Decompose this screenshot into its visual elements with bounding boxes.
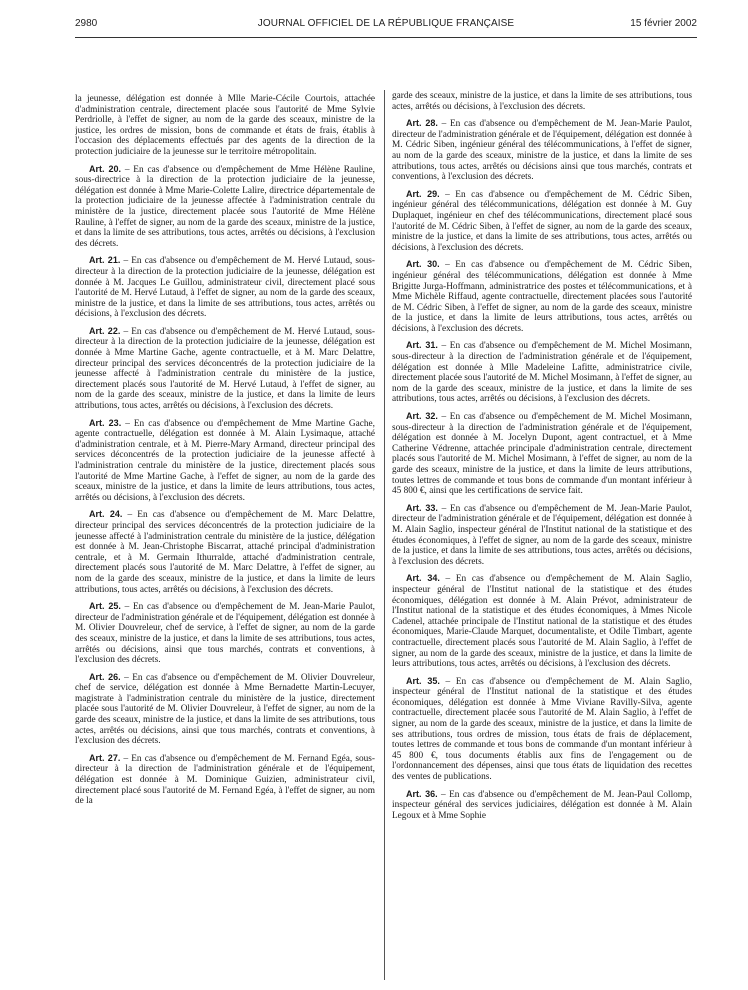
article-text: – En cas d'absence ou d'empêchement de M. Hervé Lutaud, sous-directeur à la direction de la protection judiciaire de la jeunesse, délégation est donnée à Mme Martine Gache, agente contractuelle, et à M. Marc Delattre, directeur principal des services déconcentrés de la protection judiciaire de la jeunesse affecté à l'administration centrale du ministère de la justice, directement placés sous l'autorité de M. Hervé Lutaud, à l'effet de signer, au nom de la garde des sceaux, ministre de la justice, et dans la limite de leurs attributions, tous actes, arrêtés ou décisions, à l'exclusion des décrets. bbox=[75, 326, 375, 412]
article-label: Art. 36. bbox=[406, 788, 438, 799]
article-paragraph bbox=[75, 164, 375, 250]
left-column bbox=[75, 94, 375, 984]
paragraph-continuation bbox=[75, 94, 375, 158]
article-text: – En cas d'absence ou d'empêchement de M. Jean-Marie Paulot, directeur de l'administration générale et de l'équipement, délégation est donnée à M. Cédric Siben, ingénieur général des télécommunications, à l'effet de signer, au nom de la garde des sceaux, ministre de la justice, et dans la limite de ses attributions, tous actes, arrêtés ou décisions ainsi que tous marchés, contrats et conventions, à l'exclusion des décrets. bbox=[392, 119, 692, 183]
article-label: Art. 20. bbox=[89, 163, 122, 174]
article-text: – En cas d'absence ou d'empêchement de Mme Martine Gache, agente contractuelle, délégation est donnée à M. Alain Lysimaque, attaché d'administration centrale, et à M. Pierre-Mary Armand, directeur principal des services déconcentrés de la protection judiciaire de la jeunesse affecté à l'administration centrale du ministère de la justice, directement placés sous l'autorité de Mme Martine Gache, à l'effet de signer, au nom de la garde des sceaux, ministre de la justice, et dans la limite de leurs attributions, tous actes, arrêtés ou décisions, à l'exclusion des décrets. bbox=[75, 418, 375, 503]
article-label: Art. 33. bbox=[406, 502, 438, 513]
article-paragraph bbox=[75, 509, 375, 595]
paragraph-text: la jeunesse, délégation est donnée à Mlle Marie-Cécile Courtois, attachée d'administration centrale, directement placée sous l'autorité de Mme Sylvie Perdriolle, à l'effet de signer, au nom de la garde des sceaux, ministre de la justice, les ordres de mission, bons de commande et états de frais, établis à l'occasion des déplacements effectués par des agents de la direction de la protection judiciaire de la jeunesse sur le territoire métropolitain. bbox=[75, 94, 375, 157]
page-header bbox=[75, 18, 697, 34]
article-paragraph bbox=[75, 672, 375, 747]
article-text: – En cas d'absence ou d'empêchement de M. Michel Mosimann, sous-directeur à la direction de l'administration générale et de l'équipement, délégation est donnée à Mlle Madeleine Lafitte, administratrice civile, directement placée sous l'autorité de M. Michel Mosimann, à l'effet de signer, au nom de la garde des sceaux, ministre de la justice, et dans la limite de ses attributions, tous actes, arrêtés ou décisions, à l'exclusion des décrets. bbox=[392, 341, 692, 405]
article-label: Art. 28. bbox=[406, 118, 438, 129]
article-label: Art. 27. bbox=[89, 752, 121, 763]
article-text: – En cas d'absence ou d'empêchement de M. Marc Delattre, directeur principal des services déconcentrés de la protection judiciaire de la jeunesse affecté à l'administration centrale du ministère de la justice, délégation est donnée à M. Jean-Christophe Biscarrat, attaché principal d'administration centrale, et à M. Germain Ithurralde, attaché d'administration centrale, directement placés sous l'autorité de M. Marc Delattre, à l'effet de signer, au nom de la garde des sceaux, ministre de la justice, et dans la limite de leurs attributions, tous actes, arrêtés ou décisions, à l'exclusion des décrets. bbox=[75, 510, 375, 595]
article-paragraph bbox=[75, 255, 375, 320]
article-paragraph bbox=[392, 503, 692, 568]
article-paragraph bbox=[392, 573, 692, 669]
paragraph-text: garde des sceaux, ministre de la justice, et dans la limite de ses attributions, tous actes, arrêtés ou décisions, à l'exclusion des décrets. bbox=[392, 91, 692, 112]
article-label: Art. 26. bbox=[89, 671, 121, 682]
article-label: Art. 34. bbox=[406, 573, 440, 584]
right-column bbox=[392, 91, 692, 984]
article-label: Art. 23. bbox=[89, 417, 122, 428]
article-text: – En cas d'absence ou d'empêchement de M. Cédric Siben, ingénieur général des télécommunications, délégation est donnée à M. Guy Duplaquet, ingénieur en chef des télécommunications, directement placé sous l'autorité de M. Cédric Siben, à l'effet de signer, au nom de la garde des sceaux, ministre de la justice, et dans la limite de ses attributions, tous actes, arrêtés ou décisions, à l'exclusion des décrets. bbox=[392, 189, 692, 253]
article-paragraph bbox=[392, 118, 692, 183]
article-text: – En cas d'absence ou d'empêchement de M. Olivier Douvreleur, chef de service, délégation est donnée à Mme Bernadette Martin-Lecuyer, magistrate à l'administration centrale du ministère de la justice, directement placée sous l'autorité de M. Olivier Douvreleur, à l'effet de signer, au nom de la garde des sceaux, ministre de la justice, et dans la limite de ses attributions, tous actes, arrêtés ou décisions, ainsi que tous marchés, contrats et conventions, à l'exclusion des décrets. bbox=[75, 672, 375, 747]
article-text: – En cas d'absence ou d'empêchement de M. Fernand Egéa, sous-directeur à la direction de l'administration générale et de l'équipement, délégation est donnée à M. Dominique Guizien, administrateur civil, directement placé sous l'autorité de M. Fernand Egéa, à l'effet de signer, au nom de la bbox=[75, 753, 375, 807]
article-paragraph bbox=[392, 189, 692, 254]
article-label: Art. 35. bbox=[406, 675, 440, 686]
article-paragraph bbox=[75, 601, 375, 666]
article-label: Art. 29. bbox=[406, 188, 440, 199]
publication-date: 15 février 2002 bbox=[630, 18, 697, 29]
article-text: – En cas d'absence ou d'empêchement de M. Cédric Siben, ingénieur général des télécommunications, délégation est donnée à Mme Brigitte Jurga-Hoffmann, administratrice des postes et télécommunications, et à Mme Michèle Riffaud, agente contractuelle, directement placées sous l'autorité de M. Cédric Siben, à l'effet de signer, au nom de la garde des sceaux, ministre de la justice, et dans la limite de leurs attributions, tous actes, arrêtés ou décisions, à l'exclusion des décrets. bbox=[392, 260, 692, 334]
paragraph-continuation bbox=[392, 91, 692, 112]
article-label: Art. 31. bbox=[406, 340, 438, 351]
article-label: Art. 24. bbox=[89, 509, 123, 520]
article-label: Art. 32. bbox=[406, 411, 438, 422]
article-label: Art. 22. bbox=[89, 325, 121, 336]
journal-title: JOURNAL OFFICIEL DE LA RÉPUBLIQUE FRANÇAISE bbox=[257, 18, 515, 29]
article-paragraph bbox=[392, 259, 692, 334]
article-text: – En cas d'absence ou d'empêchement de M. Jean-Marie Paulot, directeur de l'administration générale et de l'équipement, délégation est donnée à M. Olivier Douvreleur, chef de service, à l'effet de signer, au nom de la garde des sceaux, ministre de la justice, et dans la limite de ses attributions, tous actes, arrêtés ou décisions, ainsi que tous marchés, contrats et conventions, à l'exclusion des décrets. bbox=[75, 602, 375, 666]
article-paragraph bbox=[75, 753, 375, 807]
article-text: – En cas d'absence ou d'empêchement de M. Michel Mosimann, sous-directeur à la direction de l'administration générale et de l'équipement, délégation est donnée à M. Jocelyn Dupont, agent contractuel, et à Mme Catherine Védrenne, attachée principale d'administration centrale, directement placés sous l'autorité de M. Michel Mosimann, à l'effet de signer, au nom de la garde des sceaux, ministre de la justice, et dans la limite de leurs attributions, toutes lettres de commande et tous bons de commande d'un montant inférieur à 45 800 €, ainsi que les certifications de service fait. bbox=[392, 412, 692, 497]
article-paragraph bbox=[392, 411, 692, 497]
article-paragraph bbox=[75, 326, 375, 412]
article-text: – En cas d'absence ou d'empêchement de M. Jean-Marie Paulot, directeur de l'administration générale et de l'équipement, délégation est donnée à M. Alain Saglio, inspecteur général de l'Institut national de la statistique et des études économiques, à l'effet de signer, au nom de la garde des sceaux, ministre de la justice, et dans la limite de ses attributions, tous actes, arrêtés ou décisions, à l'exclusion des décrets. bbox=[392, 503, 692, 567]
article-text: – En cas d'absence ou d'empêchement de M. Jean-Paul Collomp, inspecteur général des services judiciaires, délégation est donnée à M. Alain Legoux et à Mme Sophie bbox=[392, 789, 692, 821]
page-number: 2980 bbox=[75, 18, 98, 29]
column-divider bbox=[384, 90, 385, 980]
article-label: Art. 21. bbox=[89, 255, 121, 266]
article-text: – En cas d'absence ou d'empêchement de M. Alain Saglio, inspecteur général de l'Institut national de la statistique et des études économiques, délégation est donnée à M. Alain Prévot, administrateur de l'Institut national de la statistique et des études économiques, à Mmes Nicole Cadenel, attachée principale de l'Institut national de la statistique et des études économiques, Marie-Claude Marquet, documentaliste, et Odile Timbart, agente contractuelle, directement placés sous l'autorité de M. Alain Saglio, à l'effet de signer, au nom de la garde des sceaux, ministre de la justice, et dans la limite de leurs attributions, tous actes, arrêtés ou décisions, à l'exclusion des décrets. bbox=[392, 574, 692, 670]
article-text: – En cas d'absence ou d'empêchement de M. Hervé Lutaud, sous-directeur à la direction de la protection judiciaire de la jeunesse, délégation est donnée à M. Jacques Le Guillou, administrateur civil, directement placé sous l'autorité de M. Hervé Lutaud, à l'effet de signer, au nom de la garde des sceaux, ministre de la justice, et dans la limite de ses attributions, tous actes, arrêtés ou décisions, à l'exclusion des décrets. bbox=[75, 256, 375, 320]
header-rule bbox=[75, 37, 697, 38]
article-paragraph bbox=[392, 676, 692, 783]
article-text: – En cas d'absence ou d'empêchement de M. Alain Saglio, inspecteur général de l'Institut national de la statistique et des études économiques, délégation est donnée à Mme Viviane Ravilly-Silva, agente contractuelle, directement placée sous l'autorité de M. Alain Saglio, à l'effet de signer, au nom de la garde des sceaux, ministre de la justice, et dans la limite de ses attributions, tous ordres de mission, tous états de frais de déplacement, toutes lettres de commande et tous bons de commande d'un montant inférieur à 45 800 €, tous documents établis aux fins de l'engagement ou de l'ordonnancement des dépenses, ainsi que tous états de liquidation des recettes des ventes de publications. bbox=[392, 676, 692, 783]
article-paragraph bbox=[75, 418, 375, 504]
article-text: – En cas d'absence ou d'empêchement de Mme Hélène Rauline, sous-directrice à la direction de la protection judiciaire de la jeunesse, délégation est donnée à Mme Marie-Colette Lalire, directrice départementale de la protection judiciaire de la jeunesse affectée à l'administration centrale du ministère de la justice, directement placée sous l'autorité de Mme Hélène Rauline, à l'effet de signer, au nom de la garde des sceaux, ministre de la justice, et dans la limite de ses attributions, tous actes, arrêtés ou décisions, à l'exclusion des décrets. bbox=[75, 164, 375, 249]
article-paragraph bbox=[392, 789, 692, 822]
article-label: Art. 25. bbox=[89, 601, 121, 612]
article-label: Art. 30. bbox=[406, 259, 440, 270]
article-paragraph bbox=[392, 340, 692, 405]
